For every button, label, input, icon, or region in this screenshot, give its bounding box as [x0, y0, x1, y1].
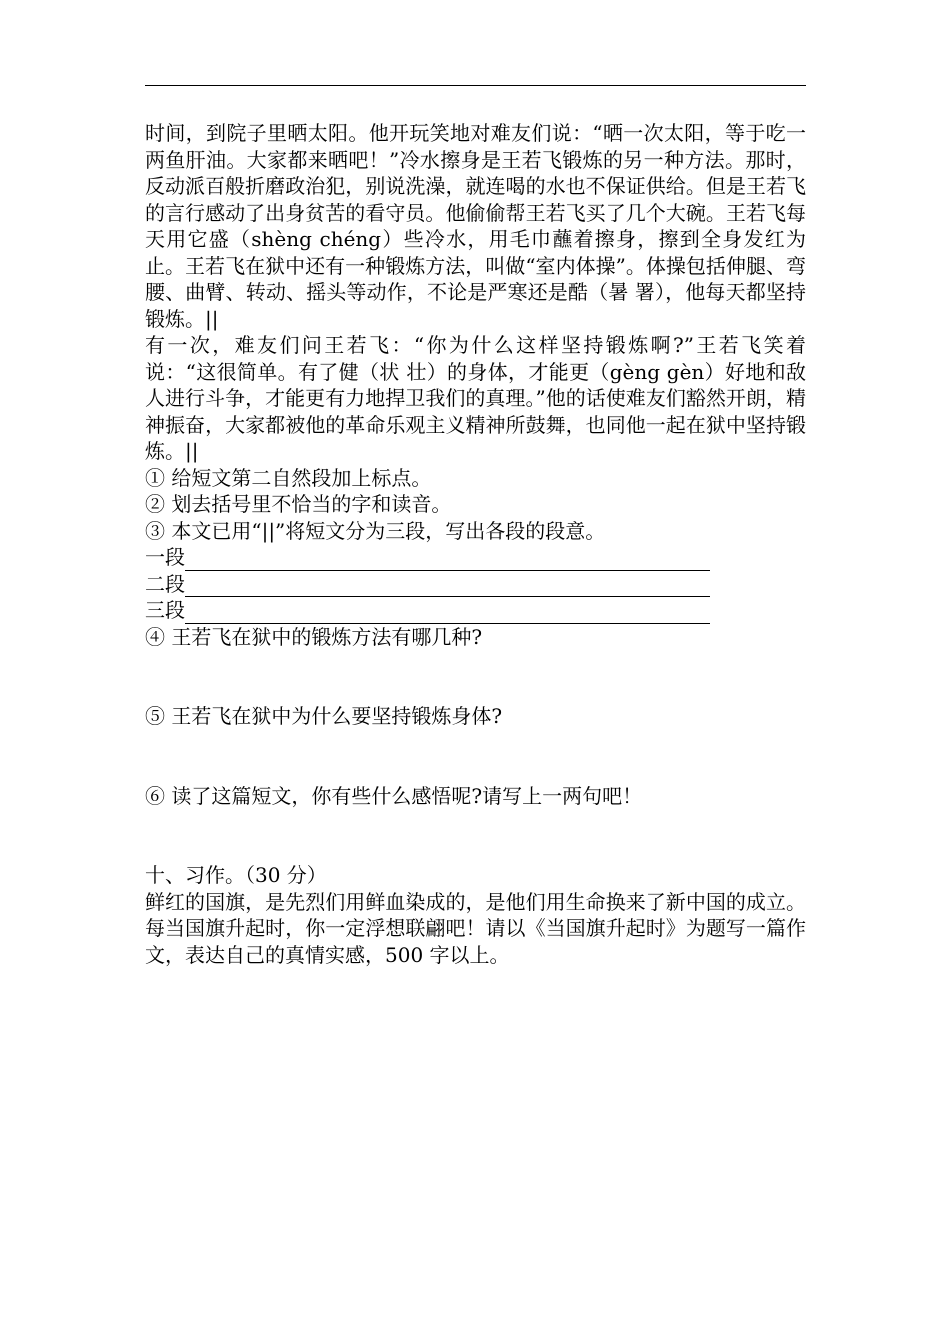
- segment-1-blank[interactable]: [185, 548, 710, 571]
- answer-space-4[interactable]: [145, 650, 806, 703]
- question-1: ① 给短文第二自然段加上标点。: [145, 465, 432, 490]
- passage-paragraph-1: 时间，到院子里晒太阳。他开玩笑地对难友们说：“晒一次太阳，等于吃一两鱼肝油。大家都来晒吧！”冷水擦身是王若飞锻炼的另一种方法。那时，反动派百般折磨政治犯，别说洗澡，就连喝的水也不保证供给。但是王若飞的言行感动了出身贫苦的看守员。他偷偷帮王若飞买了几个大碗。王若飞每天用它盛（shèng chéng）些冷水，用毛巾蘸着擦身，擦到全身发红为止。王若飞在狱中还有一种锻炼方法，叫做“室内体操”。体操包括伸腿、弯腰、曲臂、转动、摇头等动作，不论是严寒还是酷（暑 署），他每天都坚持锻炼。||: [145, 121, 806, 331]
- header-rule: [145, 85, 806, 86]
- question-2: ② 划去括号里不恰当的字和读音。: [145, 492, 452, 516]
- question-5: ⑤ 王若飞在狱中为什么要坚持锻炼身体?: [145, 704, 503, 728]
- answer-space-6[interactable]: [145, 809, 806, 862]
- answer-line-segment-1: [145, 544, 806, 571]
- question-6: ⑥ 读了这篇短文，你有些什么感悟呢?请写上一两句吧！: [145, 783, 643, 808]
- passage-paragraph-2: 有一次，难友们问王若飞：“你为什么这样坚持锻炼啊?”王若飞笑着说：“这很简单。有了健（状 壮）的身体，才能更（gèng gèn）好地和敌人进行斗争，才能更有力地捍卫我们的真理。”他的话使难友们豁然开朗，精神振奋，大家都被他的革命乐观主义精神所鼓舞，也同他一起在狱中坚持锻炼。||: [145, 333, 806, 463]
- essay-heading: 十、习作。（30 分）: [145, 863, 327, 887]
- answer-space-5[interactable]: [145, 730, 806, 783]
- question-4: ④ 王若飞在狱中的锻炼方法有哪几种?: [145, 624, 483, 649]
- segment-2-blank[interactable]: [185, 574, 710, 597]
- essay-prompt: 鲜红的国旗，是先烈们用鲜血染成的，是他们用生命换来了新中国的成立。每当国旗升起时，你一定浮想联翩吧！请以《当国旗升起时》为题写一篇作文，表达自己的真情实感，500 字以上。: [145, 889, 806, 967]
- segment-1-label: 一段: [145, 545, 185, 569]
- answer-line-segment-3: [145, 597, 806, 624]
- segment-2-label: 二段: [145, 571, 185, 596]
- document-body: [145, 120, 806, 968]
- question-3: ③ 本文已用“||”将短文分为三段，写出各段的段意。: [145, 518, 606, 543]
- answer-line-segment-2: [145, 571, 806, 598]
- segment-3-blank[interactable]: [185, 601, 710, 624]
- segment-3-label: 三段: [145, 598, 185, 622]
